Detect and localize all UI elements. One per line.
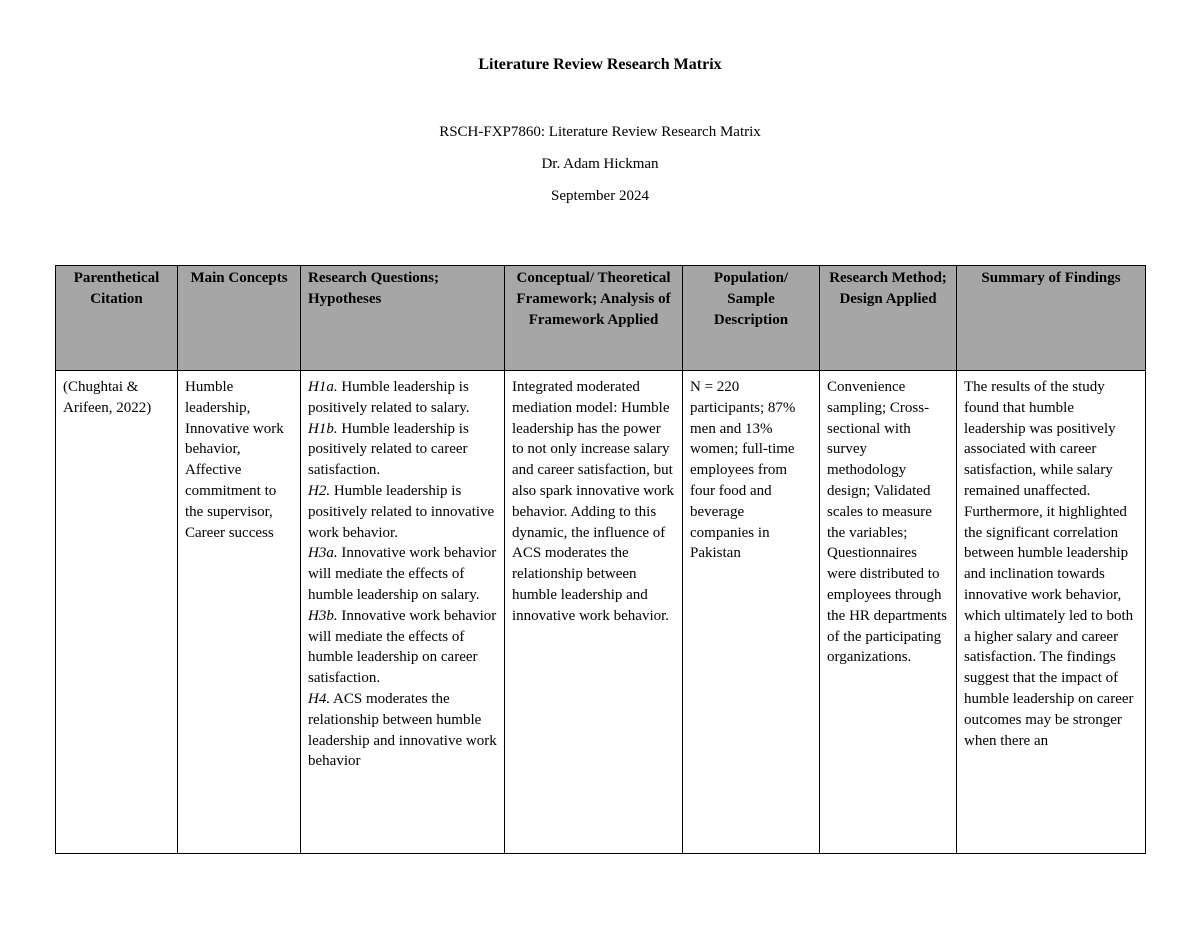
- hypothesis-h1b: H1b. Humble leadership is positively related to career satisfaction.: [308, 420, 469, 479]
- cell-hypotheses: [301, 371, 505, 854]
- cell-framework: Integrated moderated mediation model: Humble leadership has the power to not only increase salary and career satisfaction, but also spark innovative work behavior. Adding to this dynamic, the influence of ACS moderates the relationship between humble leadership and innovative work behavior.: [505, 371, 683, 854]
- header-research-questions: Research Questions; Hypotheses: [301, 266, 505, 371]
- hypothesis-h3b: H3b. Innovative work behavior will mediate the effects of humble leadership on career satisfaction.: [308, 607, 497, 687]
- header-row: [56, 266, 1146, 371]
- cell-citation: (Chughtai & Arifeen, 2022): [56, 371, 178, 854]
- document-date: September 2024: [551, 188, 649, 204]
- header-population: Population/ Sample Description: [683, 266, 820, 371]
- document-title: Literature Review Research Matrix: [478, 56, 722, 73]
- cell-main-concepts: Humble leadership, Innovative work behavior, Affective commitment to the supervisor, Career success: [178, 371, 301, 854]
- cell-research-method: Convenience sampling; Cross-sectional with survey methodology design; Validated scales to measure the variables; Questionnaires were distributed to employees through the HR departments of the participating organizations.: [820, 371, 957, 854]
- hypothesis-h2: H2. Humble leadership is positively related to innovative work behavior.: [308, 482, 495, 541]
- research-matrix-table: [55, 265, 1146, 854]
- instructor-name: Dr. Adam Hickman: [541, 156, 659, 172]
- header-framework: Conceptual/ Theoretical Framework; Analysis of Framework Applied: [505, 266, 683, 371]
- cell-population: N = 220 participants; 87% men and 13% women; full-time employees from four food and beverage companies in Pakistan: [683, 371, 820, 854]
- header-main-concepts: Main Concepts: [178, 266, 301, 371]
- header-citation: Parenthetical Citation: [56, 266, 178, 371]
- table-row: [56, 371, 1146, 854]
- hypothesis-h1a: H1a. Humble leadership is positively related to salary.: [308, 379, 470, 416]
- hypothesis-h4: H4. ACS moderates the relationship between humble leadership and innovative work behavior: [308, 690, 497, 770]
- hypothesis-h3a: H3a. Innovative work behavior will mediate the effects of humble leadership on salary.: [308, 545, 497, 603]
- header-summary-findings: Summary of Findings: [957, 266, 1146, 371]
- cell-summary-findings: The results of the study found that humble leadership was positively associated with career satisfaction, while salary remained unaffected. Furthermore, it highlighted the significant correlation between humble leadership and inclination towards innovative work behavior, which ultimately led to both a higher salary and career satisfaction. The findings suggest that the impact of humble leadership on career outcomes may be stronger when there an: [957, 371, 1146, 854]
- header-research-method: Research Method; Design Applied: [820, 266, 957, 371]
- course-title: RSCH-FXP7860: Literature Review Research Matrix: [439, 124, 761, 140]
